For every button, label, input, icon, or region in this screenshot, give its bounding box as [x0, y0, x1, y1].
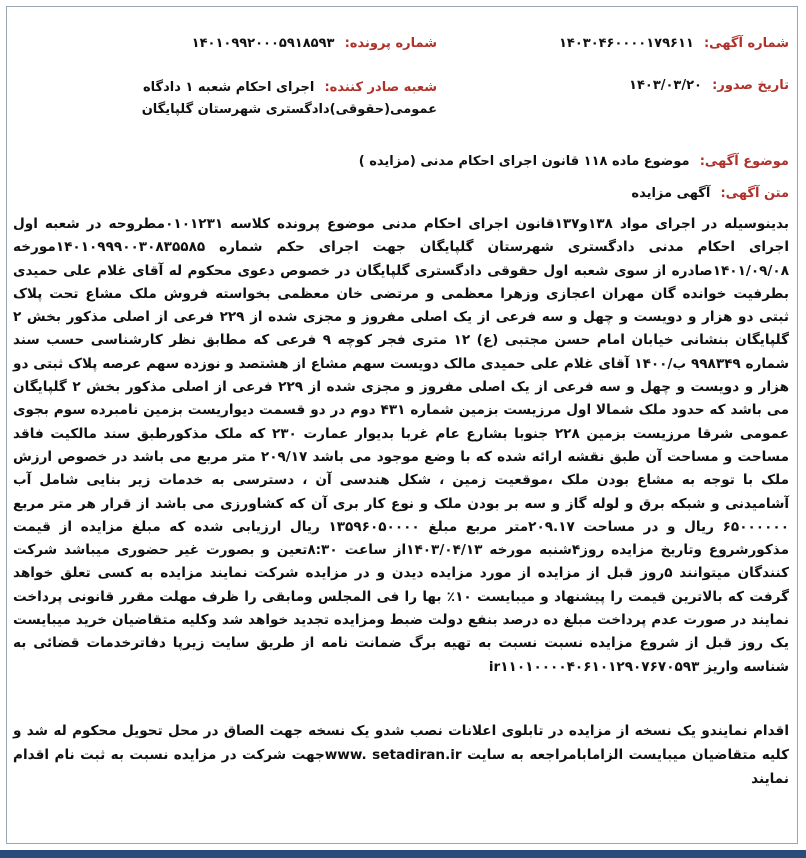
notice-body-text: بدینوسیله در اجرای مواد ۱۳۸و۱۳۷قانون اجرای احکام مدنی موضوع پرونده کلاسه ۰۱۰۱۲۳۱مطروحه در شعبه اول اجرای احکام مدنی دادگستری شهرستان گلپایگان جهت اجرای حکم شماره ۱۴۰۱۰۹۹۹۰۰۳۰۸۳۵۵۸۵مورخه ۱۴۰۱/۰۹/۰۸صادره از سوی شعبه اول حقوقی دادگستری گلپایگان در خصوص دعوی محکوم له آقای غلام علی حمیدی بطرفیت خوانده گان مهران اعجازی وزهرا معظمی و مرتضی خان معظمی بخواسته فروش ملک مشاع تحت پلاک ثبتی دو هزار و دویست و چهل و سه فرعی از یک اصلی مفروز و مجزی شده از ۲۲۹ فرعی از اصلی مذکور بخش ۲ گلپایگان بنشانی خیابان امام حسن مجتبی (ع) ۱۲ متری فجر کوچه ۹ فرعی که مطابق نظر کارشناسی حسب سند شماره ۹۹۸۳۴۹ ب/۱۴۰۰ آقای غلام علی حمیدی مالک دویست سهم مشاع از هشتصد و نوزده سهم عرصه پلاک ثبتی دو هزار و دویست و چهل و سه فرعی از یک اصلی مفروز و مجزی شده از ۲۲۹ فرعی از اصلی مذکور بخش ۲ گلپایگان می باشد که حدود ملک شمالا اول مرزیست بزمین شماره ۴۳۱ دوم در دو قسمت دیواریست بزمین نامبرده سوم بجوی عمومی شرقا مرزیست بزمین ۲۲۸ جنوبا بشارع عام غربا بدیوار عمارت ۲۳۰ که ملک مذکورطبق سند مالکیت فاقد مساحت و مساحت آن طبق نقشه ارائه شده که با وضع موجود می باشد ۲۰۹/۱۷ متر مربع می باشد در خصوص ارزش ملک با توجه به مشاع بودن ملک ،موقعیت زمین ، شکل هندسی آن ، دسترسی به خدمات زیر بنایی شامل آب آشامیدنی و شبکه برق و لوله گاز و سه بر بودن ملک و نوع کار بری آن که کشاورزی می باشد از قرار هر متر مربع ۶۵۰۰۰۰۰۰ ریال و در مساحت ۲۰۹.۱۷متر مربع مبلغ ۱۳۵۹۶۰۵۰۰۰۰ ریال ارزیابی شده که مبلغ مزایده از قیمت مذکورشروع وتاریخ مزایده روز۴شنبه مورخه ۱۴۰۳/۰۴/۱۳از ساعت ۸:۳۰تعین و بصورت غیر حضوری میباشد شرکت کنندگان میتوانند ۵روز قبل از مزایده از مورد مزایده دیدن و در مزایده شرکت نمایند مزایده به کسی تعلق خواهد گرفت که بالاترین قیمت را پیشنهاد و میبایست ۱۰٪ بها را فی المجلس ومابقی را ظرف مهلت مقرر قانونی پرداخت نمایند در صورت عدم پرداخت مبلغ ده درصد بنفع دولت ضبط ومزایده تجدید خواهد شد وکلیه متقاضیان خرید میبایست یک روز قبل از شروع مزایده نسبت نسبت به تهیه برگ ضمانت نامه از طریق سایت زیرپا دفاترخدمات قضائی به شناسه واریز ir۱۱۰۱۰۰۰۰۴۰۶۱۰۱۲۹۰۷۶۷۰۵۹۳ — [13, 216, 790, 675]
notice-number-row — [559, 35, 789, 53]
subject-row — [359, 153, 789, 171]
issue-date-row — [629, 77, 789, 95]
notice-footer-text: اقدام نمایندو یک نسخه از مزایده در تابلوی اعلانات نصب شدو یک نسخه جهت الصاق در محل تحویل محکوم له شد و کلیه متقاضیان میبایست الزامابامراجعه به سایت www. setadiran.irجهت شرکت در مزایده نسبت به ثبت نام اقدام نمایند — [13, 723, 790, 787]
issue-date-label: تاریخ صدور: — [712, 78, 789, 93]
issuing-branch-row — [17, 77, 437, 121]
case-number-label: شماره پرونده: — [344, 36, 437, 51]
subject-value: موضوع ماده ۱۱۸ قانون اجرای احکام مدنی (مزایده ) — [358, 154, 690, 169]
notice-panel — [6, 6, 798, 844]
issuing-branch-label: شعبه صادر کننده: — [324, 80, 437, 95]
case-number-value: ۱۴۰۱۰۹۹۲۰۰۰۵۹۱۸۵۹۳ — [191, 36, 335, 51]
notice-title: آگهی مزایده — [631, 186, 711, 201]
notice-text-label: متن آگهی: — [720, 186, 789, 201]
notice-number-value: ۱۴۰۳۰۴۶۰۰۰۰۱۷۹۶۱۱ — [558, 36, 694, 51]
case-number-row — [192, 35, 437, 53]
notice-number-label: شماره آگهی: — [703, 36, 789, 51]
issue-date-value: ۱۴۰۳/۰۳/۲۰ — [629, 78, 702, 93]
bottom-bar — [0, 850, 806, 858]
issuing-branch-value: اجرای احکام شعبه ۱ دادگاه عمومی(حقوقی)دادگستری شهرستان گلپایگان — [141, 80, 437, 117]
subject-label: موضوع آگهی: — [699, 154, 789, 169]
notice-text-row — [631, 185, 789, 203]
